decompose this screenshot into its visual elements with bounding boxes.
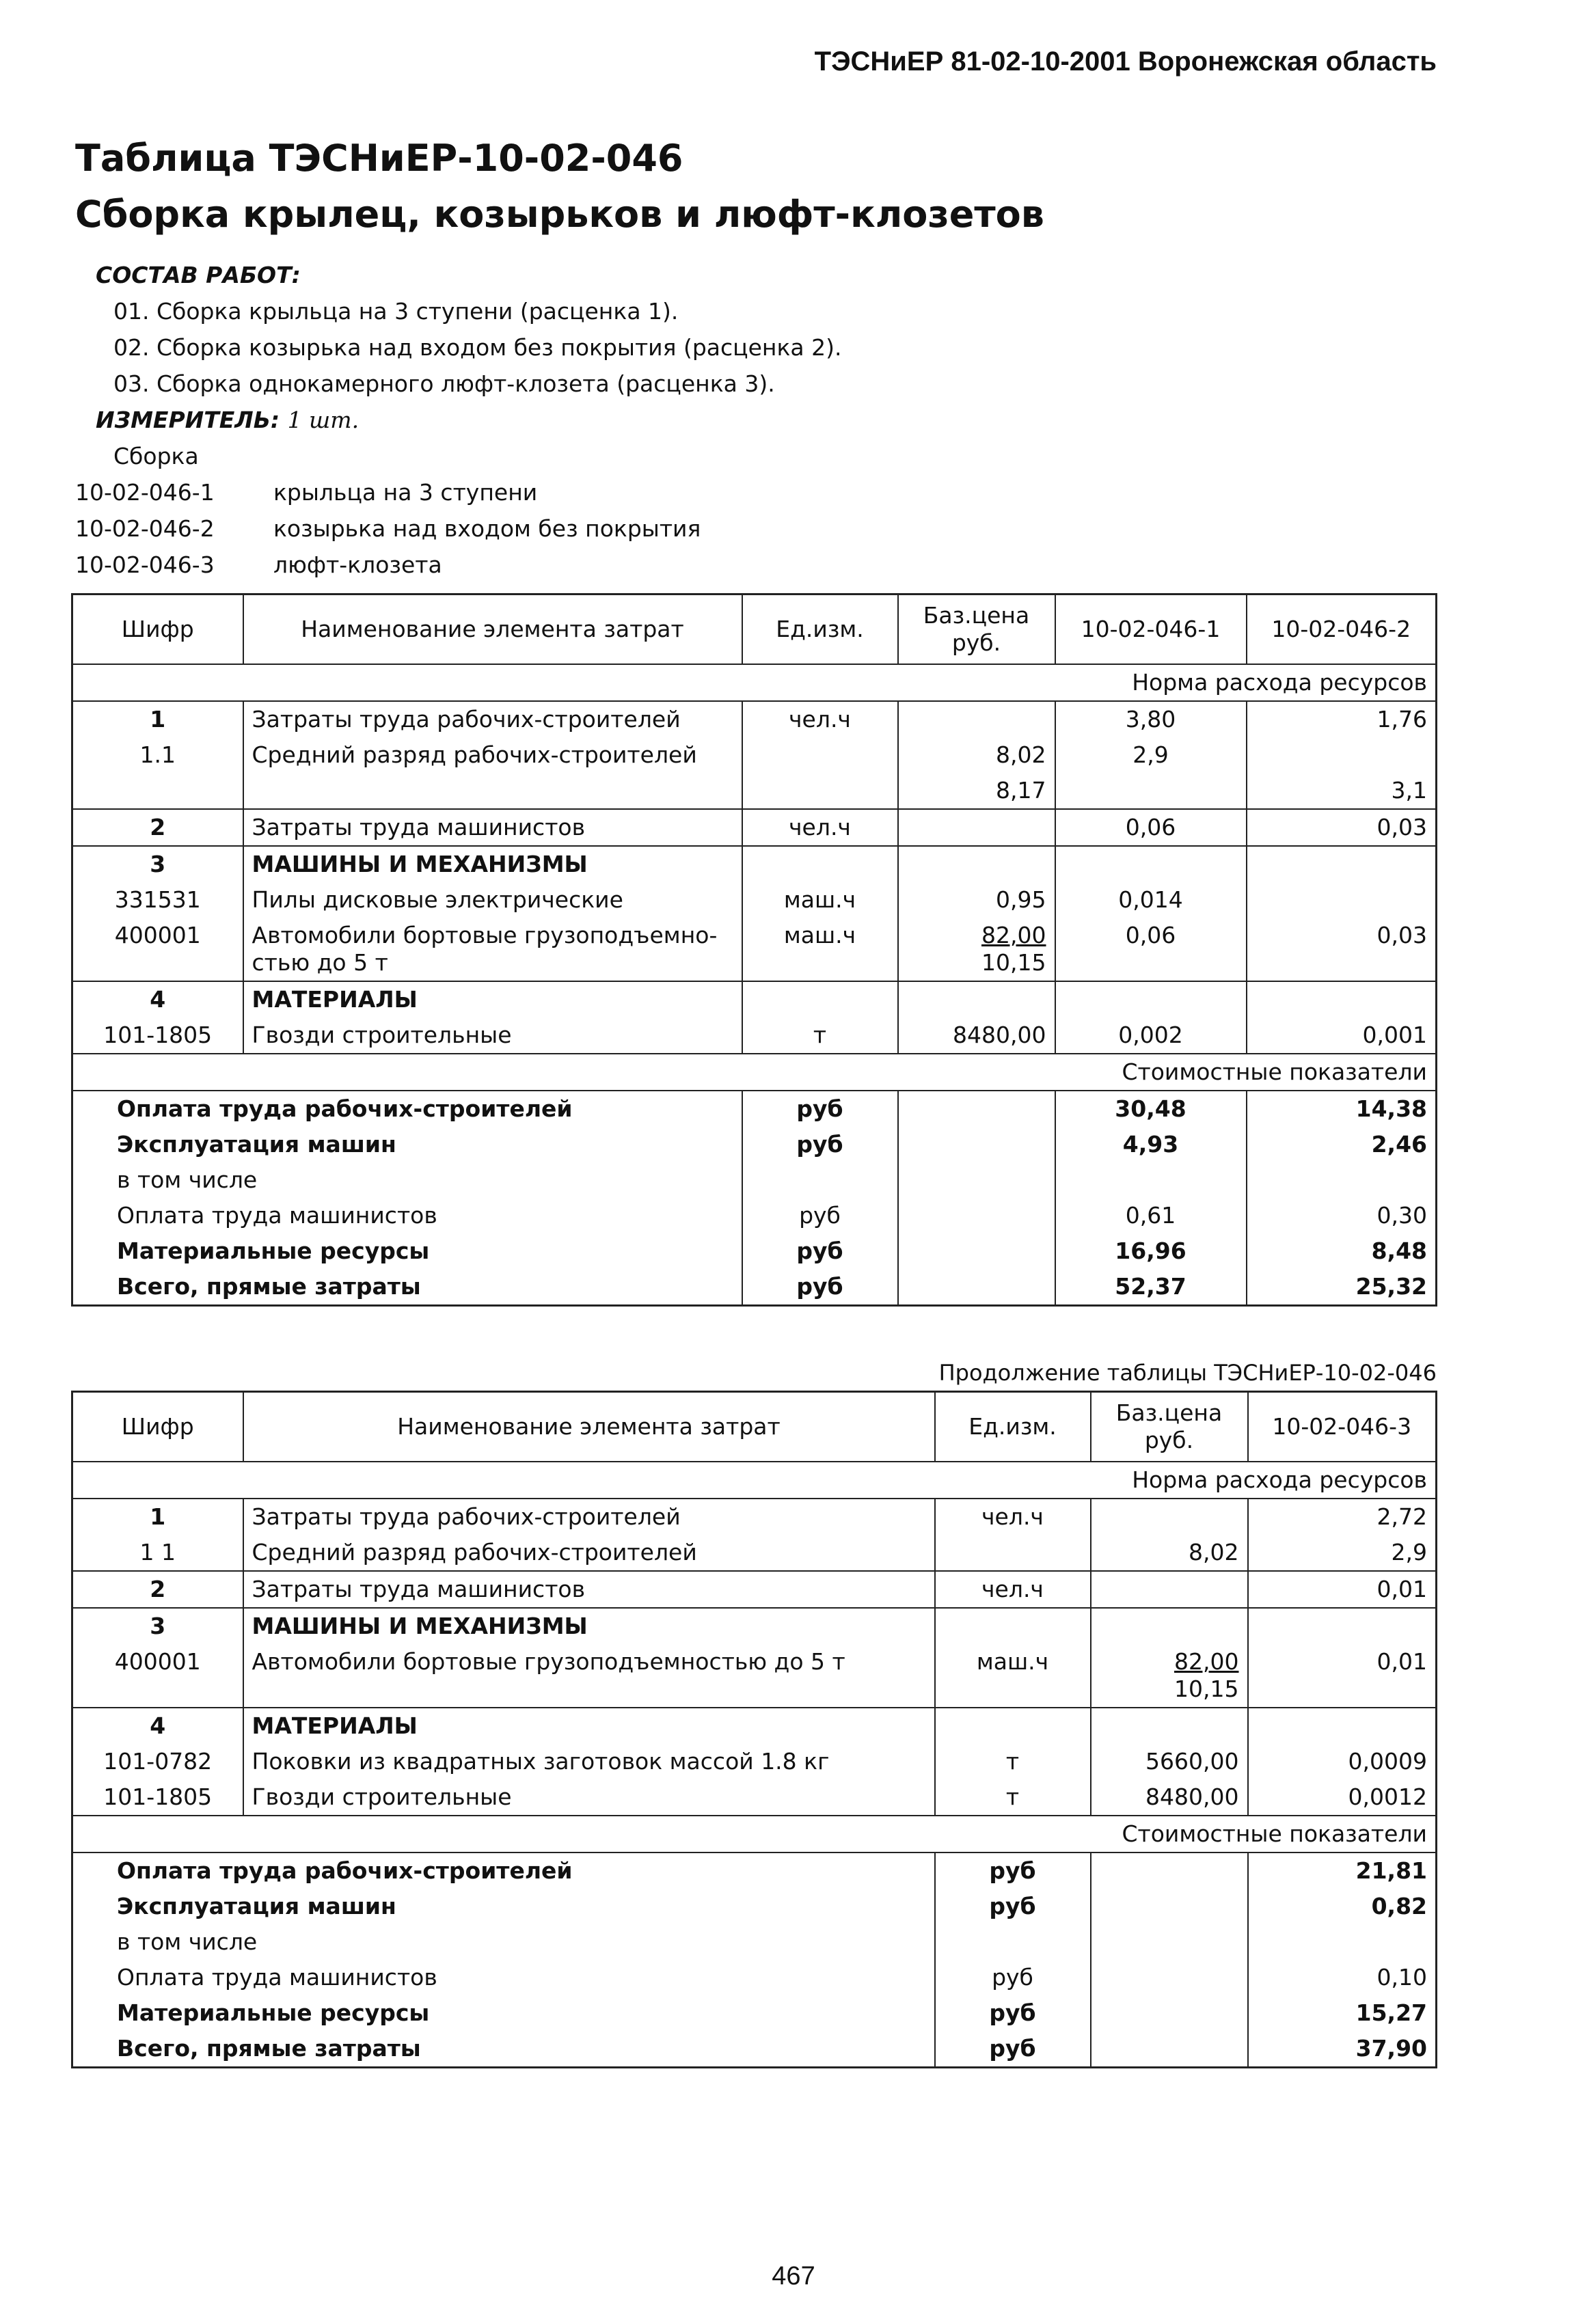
table-row: [72, 1744, 1437, 1779]
header-name: Наименование элемента затрат: [243, 1392, 935, 1462]
row-name: Гвозди строительные: [243, 1017, 742, 1054]
section-row: [72, 1608, 1437, 1644]
composition-item: 01. Сборка крыльца на 3 ступени (расценка 1).: [113, 298, 679, 325]
cost-unit: руб: [935, 1960, 1091, 1995]
table-row: [72, 1571, 1437, 1608]
document-header: ТЭСНиЕР 81-02-10-2001 Воронежская область: [814, 46, 1437, 77]
cost-row: [72, 1233, 1437, 1269]
row-name: Затраты труда машинистов: [243, 1571, 935, 1608]
row-code: 3: [72, 846, 243, 882]
cost-value-2: 14,38: [1247, 1091, 1437, 1127]
row-value-2: 3,1: [1247, 773, 1437, 809]
cost-caption: Стоимостные показатели: [72, 1054, 1437, 1091]
cost-unit: руб: [742, 1091, 898, 1127]
composition-heading: СОСТАВ РАБОТ:: [96, 262, 301, 288]
section-name: МАШИНЫ И МЕХАНИЗМЫ: [243, 846, 742, 882]
table-subtitle: Сборка крылец, козырьков и люфт-клозетов: [75, 193, 1044, 236]
cost-value-3: 0,82: [1248, 1889, 1437, 1924]
cost-unit: руб: [935, 1889, 1091, 1924]
header-col-3: 10-02-046-3: [1248, 1392, 1437, 1462]
row-value-1: 0,014: [1055, 882, 1247, 918]
section-row: [72, 981, 1437, 1017]
row-unit: маш.ч: [742, 918, 898, 981]
row-code: 4: [72, 981, 243, 1017]
cost-name: Оплата труда рабочих-строителей: [72, 1853, 935, 1889]
section-row: [72, 1708, 1437, 1744]
row-name: Гвозди строительные: [243, 1779, 935, 1816]
row-value-3: 0,01: [1248, 1644, 1437, 1708]
cost-row: [72, 1127, 1437, 1162]
section-name: МАШИНЫ И МЕХАНИЗМЫ: [243, 1608, 935, 1644]
cost-unit: руб: [742, 1127, 898, 1162]
code-name: козырька над входом без покрытия: [273, 515, 701, 542]
code-name: люфт-клозета: [273, 551, 442, 578]
header-col-2: 10-02-046-2: [1247, 594, 1437, 665]
row-price: 8480,00: [1091, 1779, 1248, 1816]
row-name: Поковки из квадратных заготовок массой 1.8 кг: [243, 1744, 935, 1779]
price-machine: 82,00: [1174, 1648, 1239, 1675]
row-code: 4: [72, 1708, 243, 1744]
cost-unit: руб: [742, 1269, 898, 1306]
header-name: Наименование элемента затрат: [243, 594, 742, 665]
row-unit: маш.ч: [935, 1644, 1091, 1708]
cost-name: Эксплуатация машин: [72, 1127, 742, 1162]
resource-table-1: [71, 593, 1437, 1307]
row-code: 101-1805: [72, 1779, 243, 1816]
work-composition: [75, 257, 842, 583]
cost-name: Оплата труда машинистов: [72, 1198, 742, 1233]
row-price: 8,17: [898, 773, 1055, 809]
row-value-1: 3,80: [1055, 701, 1247, 737]
cost-row: [72, 1162, 1437, 1198]
section-name: МАТЕРИАЛЫ: [243, 1708, 935, 1744]
header-price: Баз.цена руб.: [898, 594, 1055, 665]
cost-value-1: 16,96: [1055, 1233, 1247, 1269]
table-header-row: [72, 1392, 1437, 1462]
measure-line: [75, 402, 842, 438]
cost-row: [72, 1198, 1437, 1233]
cost-name: Всего, прямые затраты: [72, 1269, 742, 1306]
cost-value-3: 0,10: [1248, 1960, 1437, 1995]
price-operator: 10,15: [981, 949, 1046, 976]
row-value-1: 0,002: [1055, 1017, 1247, 1054]
row-code: 400001: [72, 1644, 243, 1708]
table-row: [72, 1644, 1437, 1708]
measure-value: 1 шт.: [287, 407, 360, 433]
cost-value-1: 30,48: [1055, 1091, 1247, 1127]
cost-unit: руб: [742, 1198, 898, 1233]
cost-unit: руб: [935, 1853, 1091, 1889]
row-unit: т: [742, 1017, 898, 1054]
code: 10-02-046-3: [75, 551, 215, 578]
header-code: Шифр: [72, 594, 243, 665]
continuation-caption: Продолжение таблицы ТЭСНиЕР-10-02-046: [938, 1360, 1437, 1386]
row-value-1: 0,06: [1055, 809, 1247, 846]
cost-row: [72, 2031, 1437, 2068]
row-value-3: 2,72: [1248, 1499, 1437, 1535]
row-unit: чел.ч: [935, 1499, 1091, 1535]
row-value-2: 0,03: [1247, 809, 1437, 846]
cost-value-2: 25,32: [1247, 1269, 1437, 1306]
header-code: Шифр: [72, 1392, 243, 1462]
cost-row: [72, 1853, 1437, 1889]
row-code: 1: [72, 701, 243, 737]
row-unit: чел.ч: [742, 701, 898, 737]
table-row: [72, 1499, 1437, 1535]
cost-row: [72, 1889, 1437, 1924]
cost-name: в том числе: [72, 1162, 742, 1198]
page-number: 467: [772, 2262, 815, 2291]
table-header-row: [72, 594, 1437, 665]
row-code: 1: [72, 1499, 243, 1535]
row-price: 5660,00: [1091, 1744, 1248, 1779]
table-row: [72, 918, 1437, 981]
row-code: 1.1: [72, 737, 243, 773]
cost-value-3: 21,81: [1248, 1853, 1437, 1889]
row-value-1: 2,9: [1055, 737, 1247, 773]
row-value-3: 0,0012: [1248, 1779, 1437, 1816]
composition-item: 02. Сборка козырька над входом без покрытия (расценка 2).: [113, 334, 842, 361]
row-code: 331531: [72, 882, 243, 918]
table-row: [72, 773, 1437, 809]
table-row: [72, 1017, 1437, 1054]
row-unit: чел.ч: [935, 1571, 1091, 1608]
cost-unit: руб: [742, 1233, 898, 1269]
cost-value-3: 15,27: [1248, 1995, 1437, 2031]
group-label: Сборка: [113, 443, 199, 469]
table-row: [72, 701, 1437, 737]
row-price: 0,95: [898, 882, 1055, 918]
cost-value-1: 4,93: [1055, 1127, 1247, 1162]
price-machine: 82,00: [981, 922, 1046, 948]
row-code: 2: [72, 809, 243, 846]
cost-row: [72, 1995, 1437, 2031]
code: 10-02-046-1: [75, 479, 215, 506]
table-row: [72, 1779, 1437, 1816]
table-title: Таблица ТЭСНиЕР-10-02-046: [75, 137, 683, 180]
header-price: Баз.цена руб.: [1091, 1392, 1248, 1462]
cost-name: Всего, прямые затраты: [72, 2031, 935, 2068]
row-price: 8480,00: [898, 1017, 1055, 1054]
row-price: [898, 701, 1055, 737]
cost-name: Оплата труда машинистов: [72, 1960, 935, 1995]
section-row: [72, 846, 1437, 882]
code-name: крыльца на 3 ступени: [273, 479, 538, 506]
row-code: 3: [72, 1608, 243, 1644]
row-name: Затраты труда рабочих-строителей: [243, 701, 742, 737]
row-code: 1 1: [72, 1535, 243, 1571]
row-name: Затраты труда машинистов: [243, 809, 742, 846]
row-unit: маш.ч: [742, 882, 898, 918]
section-name: МАТЕРИАЛЫ: [243, 981, 742, 1017]
row-value-1: 0,06: [1055, 918, 1247, 981]
cost-row: [72, 1091, 1437, 1127]
row-code: 101-1805: [72, 1017, 243, 1054]
code: 10-02-046-2: [75, 515, 215, 542]
resource-table-2: [71, 1391, 1437, 2068]
row-price: 8,02: [1091, 1535, 1248, 1571]
cost-value-1: 52,37: [1055, 1269, 1247, 1306]
row-unit: т: [935, 1779, 1091, 1816]
row-unit: чел.ч: [742, 809, 898, 846]
cost-row: [72, 1960, 1437, 1995]
row-price: 8,02: [898, 737, 1055, 773]
cost-caption: Стоимостные показатели: [72, 1816, 1437, 1853]
row-name: Затраты труда рабочих-строителей: [243, 1499, 935, 1535]
row-value-2: 0,03: [1247, 918, 1437, 981]
row-unit: т: [935, 1744, 1091, 1779]
header-unit: Ед.изм.: [935, 1392, 1091, 1462]
row-name: Средний разряд рабочих-строителей: [243, 737, 742, 773]
code-list: [75, 474, 842, 583]
table-row: [72, 809, 1437, 846]
row-value-3: 0,0009: [1248, 1744, 1437, 1779]
cost-name: Оплата труда рабочих-строителей: [72, 1091, 742, 1127]
row-name: Пилы дисковые электрические: [243, 882, 742, 918]
row-price: [898, 918, 1055, 981]
cost-row: [72, 1924, 1437, 1960]
measure-label: ИЗМЕРИТЕЛЬ:: [96, 407, 280, 433]
table-row: [72, 737, 1437, 773]
row-value-2: 0,001: [1247, 1017, 1437, 1054]
header-col-1: 10-02-046-1: [1055, 594, 1247, 665]
row-code: 400001: [72, 918, 243, 981]
cost-name: Материальные ресурсы: [72, 1233, 742, 1269]
row-code: 101-0782: [72, 1744, 243, 1779]
header-unit: Ед.изм.: [742, 594, 898, 665]
cost-name: Материальные ресурсы: [72, 1995, 935, 2031]
cost-name: в том числе: [72, 1924, 935, 1960]
cost-value-2: 8,48: [1247, 1233, 1437, 1269]
composition-item: 03. Сборка однокамерного люфт-клозета (расценка 3).: [113, 370, 775, 397]
row-value-2: 1,76: [1247, 701, 1437, 737]
cost-value-2: 0,30: [1247, 1198, 1437, 1233]
norm-caption: Норма расхода ресурсов: [72, 664, 1437, 701]
row-name: Средний разряд рабочих-строителей: [243, 1535, 935, 1571]
norm-caption: Норма расхода ресурсов: [72, 1462, 1437, 1499]
cost-name: Эксплуатация машин: [72, 1889, 935, 1924]
row-name: Автомобили бортовые грузоподъемно-стью до 5 т: [243, 918, 742, 981]
cost-unit: руб: [935, 1995, 1091, 2031]
cost-value-1: 0,61: [1055, 1198, 1247, 1233]
row-name: Автомобили бортовые грузоподъемностью до 5 т: [243, 1644, 935, 1708]
table-row: [72, 1535, 1437, 1571]
cost-value-3: 37,90: [1248, 2031, 1437, 2068]
row-value-3: 2,9: [1248, 1535, 1437, 1571]
price-operator: 10,15: [1174, 1676, 1239, 1702]
cost-value-2: 2,46: [1247, 1127, 1437, 1162]
row-value-3: 0,01: [1248, 1571, 1437, 1608]
table-row: [72, 882, 1437, 918]
row-price: [1091, 1644, 1248, 1708]
cost-row: [72, 1269, 1437, 1306]
row-code: 2: [72, 1571, 243, 1608]
cost-unit: руб: [935, 2031, 1091, 2068]
